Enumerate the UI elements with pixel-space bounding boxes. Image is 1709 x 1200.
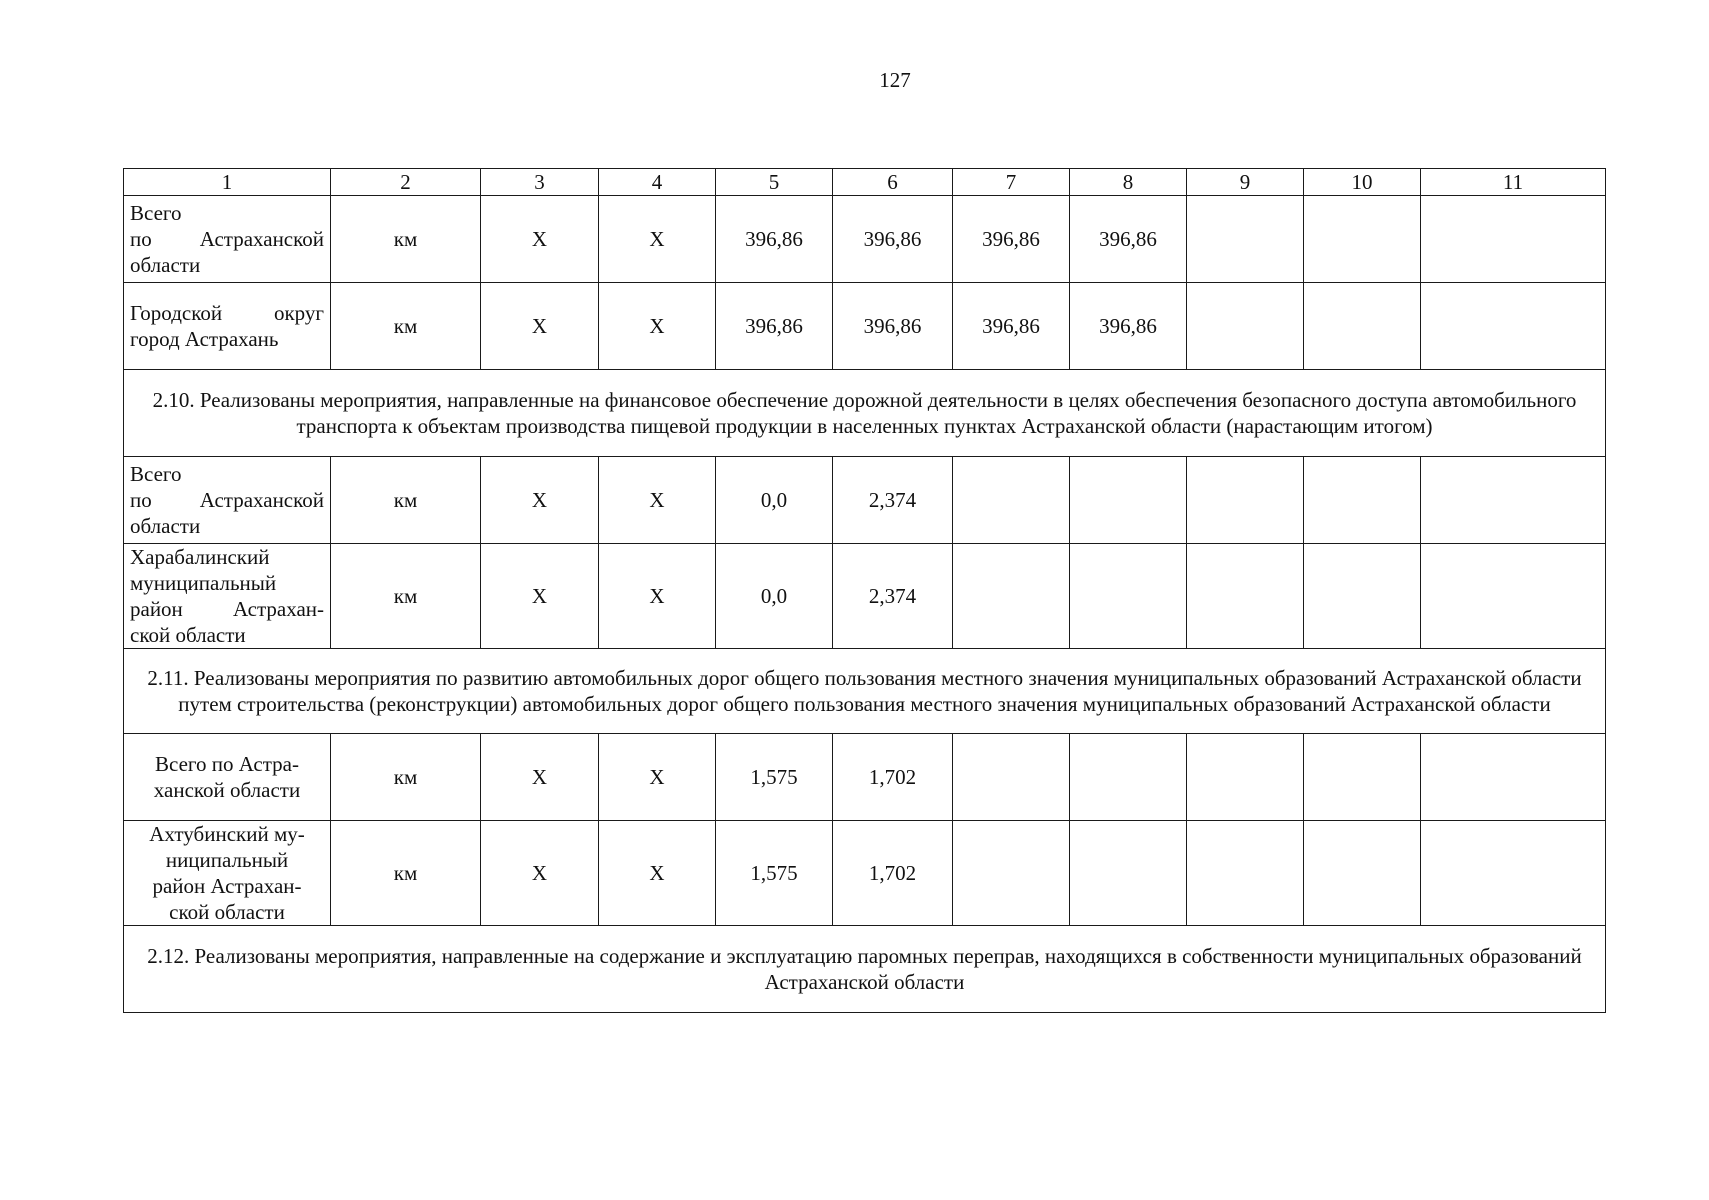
unit-cell: км bbox=[331, 457, 481, 544]
value-cell: X bbox=[481, 734, 599, 821]
value-cell bbox=[1304, 457, 1421, 544]
value-cell: 1,575 bbox=[716, 734, 833, 821]
value-cell bbox=[1421, 821, 1606, 926]
territory-name-line: области bbox=[130, 514, 201, 538]
value-cell: 0,0 bbox=[716, 457, 833, 544]
value-cell: 2,374 bbox=[833, 544, 953, 649]
column-number: 8 bbox=[1070, 169, 1187, 196]
section-heading: 2.10. Реализованы мероприятия, направленные на финансовое обеспечение дорожной деятельности в целях обеспечения безопасного доступа автомобильного транспорта к объектам производства пищевой продукции в населенных пунктах Астраханской области (нарастающим итогом) bbox=[124, 370, 1606, 457]
table-row bbox=[124, 457, 1606, 544]
unit-cell: км bbox=[331, 821, 481, 926]
value-cell: 396,86 bbox=[1070, 196, 1187, 283]
value-cell: 396,86 bbox=[833, 283, 953, 370]
section-heading-row bbox=[124, 649, 1606, 734]
value-cell bbox=[1421, 734, 1606, 821]
territory-name-line: муниципальный bbox=[130, 571, 277, 595]
territory-name-line: Всего по Астра- bbox=[155, 752, 299, 776]
value-cell: 396,86 bbox=[1070, 283, 1187, 370]
territory-name-cell bbox=[124, 544, 331, 649]
section-heading: 2.12. Реализованы мероприятия, направленные на содержание и эксплуатацию паромных переправ, находящихся в собственности муниципальных образований Астраханской области bbox=[124, 926, 1606, 1013]
column-number: 2 bbox=[331, 169, 481, 196]
value-cell bbox=[1304, 734, 1421, 821]
territory-name-line: район Астрахан- bbox=[152, 874, 302, 898]
territory-name-cell bbox=[124, 457, 331, 544]
table-row bbox=[124, 821, 1606, 926]
value-cell bbox=[1187, 196, 1304, 283]
value-cell bbox=[1304, 544, 1421, 649]
value-cell bbox=[1421, 544, 1606, 649]
territory-name-line: ской области bbox=[130, 623, 246, 647]
table-row bbox=[124, 196, 1606, 283]
territory-name-line: Харабалинский bbox=[130, 545, 270, 569]
territory-name-line: Ахтубинский му- bbox=[149, 822, 305, 846]
value-cell bbox=[1304, 283, 1421, 370]
column-number: 7 bbox=[953, 169, 1070, 196]
value-cell: X bbox=[599, 283, 716, 370]
value-cell bbox=[953, 734, 1070, 821]
value-cell bbox=[1304, 196, 1421, 283]
value-cell bbox=[1421, 196, 1606, 283]
unit-cell: км bbox=[331, 196, 481, 283]
unit-cell: км bbox=[331, 544, 481, 649]
value-cell bbox=[1187, 457, 1304, 544]
territory-name-cell bbox=[124, 821, 331, 926]
unit-cell: км bbox=[331, 283, 481, 370]
value-cell: 396,86 bbox=[716, 196, 833, 283]
territory-name-line: ской области bbox=[169, 900, 285, 924]
section-heading-row bbox=[124, 926, 1606, 1013]
indicator-table bbox=[123, 168, 1606, 1013]
territory-name-cell bbox=[124, 196, 331, 283]
value-cell: X bbox=[481, 283, 599, 370]
column-number: 11 bbox=[1421, 169, 1606, 196]
territory-name-line: район Астрахан- bbox=[130, 597, 324, 621]
territory-name-line: ханской области bbox=[153, 778, 301, 802]
value-cell bbox=[953, 457, 1070, 544]
column-number: 4 bbox=[599, 169, 716, 196]
column-number: 5 bbox=[716, 169, 833, 196]
section-heading-row bbox=[124, 370, 1606, 457]
value-cell: 396,86 bbox=[953, 196, 1070, 283]
territory-name-line: ниципальный bbox=[165, 848, 289, 872]
value-cell bbox=[1304, 821, 1421, 926]
value-cell: X bbox=[599, 544, 716, 649]
column-number: 1 bbox=[124, 169, 331, 196]
value-cell bbox=[1070, 457, 1187, 544]
value-cell bbox=[1421, 283, 1606, 370]
value-cell: 1,575 bbox=[716, 821, 833, 926]
value-cell: X bbox=[599, 457, 716, 544]
territory-name-line: по Астраханской bbox=[130, 227, 324, 251]
value-cell bbox=[1070, 821, 1187, 926]
territory-name-line: области bbox=[130, 253, 201, 277]
territory-name-cell bbox=[124, 283, 331, 370]
value-cell bbox=[953, 821, 1070, 926]
territory-name-line: по Астраханской bbox=[130, 488, 324, 512]
value-cell: 1,702 bbox=[833, 821, 953, 926]
column-number: 10 bbox=[1304, 169, 1421, 196]
value-cell bbox=[1187, 283, 1304, 370]
table-row bbox=[124, 283, 1606, 370]
page-number: 127 bbox=[879, 68, 911, 92]
value-cell: X bbox=[481, 821, 599, 926]
value-cell bbox=[953, 544, 1070, 649]
value-cell bbox=[1187, 544, 1304, 649]
territory-name-line: Городской округ bbox=[130, 301, 324, 325]
table-row bbox=[124, 734, 1606, 821]
column-number: 3 bbox=[481, 169, 599, 196]
territory-name-cell bbox=[124, 734, 331, 821]
column-number: 6 bbox=[833, 169, 953, 196]
value-cell: X bbox=[599, 734, 716, 821]
value-cell bbox=[1187, 734, 1304, 821]
value-cell: 0,0 bbox=[716, 544, 833, 649]
territory-name-line: город Астрахань bbox=[130, 327, 279, 351]
value-cell: X bbox=[481, 457, 599, 544]
value-cell: 396,86 bbox=[953, 283, 1070, 370]
territory-name-line: Всего bbox=[130, 201, 182, 225]
value-cell: X bbox=[599, 821, 716, 926]
table-row bbox=[124, 544, 1606, 649]
value-cell: 2,374 bbox=[833, 457, 953, 544]
value-cell: X bbox=[481, 544, 599, 649]
unit-cell: км bbox=[331, 734, 481, 821]
territory-name-line: Всего bbox=[130, 462, 182, 486]
value-cell: X bbox=[599, 196, 716, 283]
value-cell: X bbox=[481, 196, 599, 283]
value-cell bbox=[1187, 821, 1304, 926]
value-cell: 1,702 bbox=[833, 734, 953, 821]
value-cell bbox=[1070, 544, 1187, 649]
value-cell bbox=[1070, 734, 1187, 821]
value-cell: 396,86 bbox=[716, 283, 833, 370]
column-number-row bbox=[124, 169, 1606, 196]
column-number: 9 bbox=[1187, 169, 1304, 196]
section-heading: 2.11. Реализованы мероприятия по развитию автомобильных дорог общего пользования местного значения муниципальных образований Астраханской области путем строительства (реконструкции) автомобильных дорог общего пользования местного значения муниципальных образований Астраханской области bbox=[124, 649, 1606, 734]
value-cell: 396,86 bbox=[833, 196, 953, 283]
value-cell bbox=[1421, 457, 1606, 544]
